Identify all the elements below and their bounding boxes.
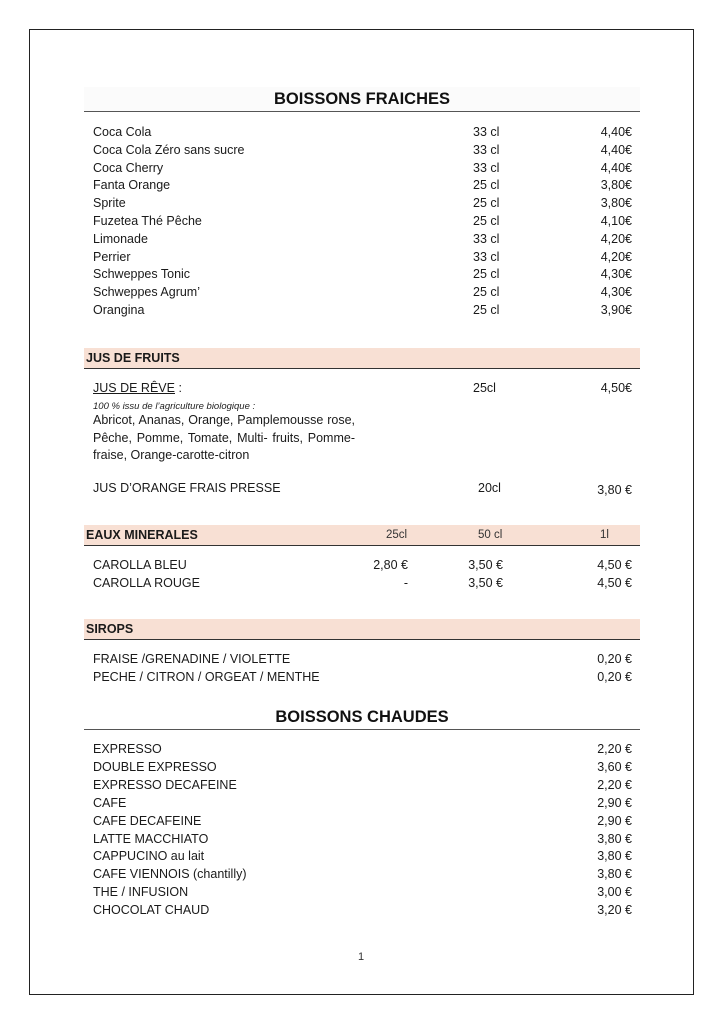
- item-price: 0,20 €: [597, 652, 632, 666]
- item-size: 25 cl: [473, 303, 500, 317]
- item-price: 3,80 €: [597, 483, 632, 497]
- menu-item: [84, 159, 640, 177]
- item-price: 2,20 €: [597, 742, 632, 756]
- column-header-50cl: 50 cl: [478, 529, 503, 541]
- item-price-25cl: 2,80 €: [373, 558, 408, 572]
- section-header-jus-de-fruits: [84, 348, 640, 369]
- item-price: 3,80 €: [597, 849, 632, 864]
- menu-item: [84, 301, 640, 319]
- section-title-boissons-fraiches: BOISSONS FRAICHES: [84, 87, 640, 112]
- item-price: 3,80 €: [597, 831, 632, 846]
- item-name: Fuzetea Thé Pêche: [93, 214, 202, 228]
- item-name: Schweppes Tonic: [93, 267, 191, 282]
- item-name: [93, 379, 182, 397]
- item-price: 2,20 €: [597, 777, 632, 792]
- item-price: 2,90 €: [597, 795, 632, 810]
- item-price: 3,20 €: [597, 903, 632, 918]
- item-name: EXPRESSO DECAFEINE: [93, 777, 237, 792]
- item-price-50cl: 3,50 €: [468, 576, 503, 590]
- item-size: 25 cl: [473, 285, 500, 300]
- menu-item: [84, 847, 640, 865]
- item-price: 4,50€: [600, 381, 632, 395]
- item-name: Coca Cherry: [93, 160, 164, 175]
- item-price: 4,40€: [600, 142, 632, 157]
- item-name-suffix: :: [174, 381, 182, 395]
- menu-item: [84, 212, 640, 230]
- water-item: [84, 574, 640, 592]
- menu-item-jus-de-reve: [84, 379, 640, 397]
- item-name: Orangina: [93, 303, 145, 317]
- item-size: 25 cl: [473, 178, 500, 193]
- page-number: 1: [358, 951, 365, 963]
- item-size: 25 cl: [473, 267, 500, 282]
- section-title-boissons-chaudes: BOISSONS CHAUDES: [84, 705, 640, 730]
- section-header-sirops: [84, 619, 640, 640]
- item-size: 20cl: [478, 481, 501, 495]
- item-size: 25 cl: [473, 214, 500, 228]
- item-size: 33 cl: [473, 125, 500, 139]
- item-price-1l: 4,50 €: [597, 558, 632, 572]
- menu-item: [84, 141, 640, 159]
- item-price-25cl: -: [403, 576, 408, 590]
- item-name: CAROLLA BLEU: [93, 558, 187, 572]
- section-title-sirops: SIROPS: [86, 622, 134, 636]
- item-size: 25 cl: [473, 196, 500, 211]
- item-name: EXPRESSO: [93, 742, 162, 756]
- item-price: 3,80€: [600, 196, 632, 211]
- item-name: THE / INFUSION: [93, 885, 189, 900]
- section-header-eaux-minerales: [84, 525, 640, 546]
- section-title-jus-de-fruits: JUS DE FRUITS: [86, 351, 180, 365]
- item-price: 2,90 €: [597, 813, 632, 828]
- item-name: CAROLLA ROUGE: [93, 576, 200, 590]
- menu-item: [84, 123, 640, 141]
- item-name: JUS D’ORANGE FRAIS PRESSE: [93, 481, 281, 495]
- item-price: 3,00 €: [597, 885, 632, 900]
- item-price: 4,30€: [600, 267, 632, 282]
- item-name: LATTE MACCHIATO: [93, 831, 209, 846]
- item-size: 25cl: [473, 381, 496, 395]
- item-price: 4,20€: [600, 231, 632, 246]
- menu-item: [84, 794, 640, 812]
- item-price-50cl: 3,50 €: [468, 558, 503, 572]
- item-price: 3,60 €: [597, 759, 632, 774]
- menu-item: [84, 248, 640, 266]
- menu-item: [84, 194, 640, 212]
- menu-item: [84, 865, 640, 883]
- item-name: CAFE DECAFEINE: [93, 813, 202, 828]
- sirop-item: [84, 650, 640, 668]
- item-price: 4,10€: [600, 214, 632, 228]
- item-name: CAPPUCINO au lait: [93, 849, 205, 864]
- item-price-1l: 4,50 €: [597, 576, 632, 590]
- item-price: 3,90€: [600, 303, 632, 317]
- column-header-1l: 1l: [600, 529, 609, 541]
- item-price: 4,40€: [600, 125, 632, 139]
- menu-item: [84, 758, 640, 776]
- menu-item: [84, 812, 640, 830]
- item-name: CAFE: [93, 795, 127, 810]
- item-name: Schweppes Agrum’: [93, 285, 201, 300]
- item-price: 3,80 €: [597, 867, 632, 882]
- menu-item: [84, 283, 640, 301]
- menu-item: [84, 883, 640, 901]
- jus-de-reve-flavors: Abricot, Ananas, Orange, Pamplemousse rose, Pêche, Pomme, Tomate, Multi- fruits, Pomme-fraise, Orange-carotte-citron: [93, 413, 355, 462]
- water-item: [84, 556, 640, 574]
- item-size: 33 cl: [473, 160, 500, 175]
- section-title-eaux-minerales: EAUX MINERALES: [86, 528, 198, 542]
- item-price: 3,80€: [600, 178, 632, 193]
- menu-item: [84, 776, 640, 794]
- item-name: Coca Cola Zéro sans sucre: [93, 142, 245, 157]
- item-name: Fanta Orange: [93, 178, 171, 193]
- item-name: FRAISE /GRENADINE / VIOLETTE: [93, 652, 291, 666]
- menu-item: [84, 740, 640, 758]
- item-name: PECHE / CITRON / ORGEAT / MENTHE: [93, 670, 320, 684]
- item-name: Perrier: [93, 249, 131, 264]
- sirop-item: [84, 668, 640, 686]
- item-name-underlined: JUS DE RÊVE: [93, 381, 175, 395]
- item-size: 33 cl: [473, 231, 500, 246]
- menu-item: [84, 901, 640, 919]
- item-name: Coca Cola: [93, 125, 152, 139]
- item-name: Sprite: [93, 196, 126, 211]
- menu-item: [84, 176, 640, 194]
- item-price: 0,20 €: [597, 670, 632, 684]
- menu-item: [84, 830, 640, 848]
- item-size: 33 cl: [473, 249, 500, 264]
- item-price: 4,20€: [600, 249, 632, 264]
- item-size: 33 cl: [473, 142, 500, 157]
- item-name: Limonade: [93, 231, 148, 246]
- item-name: CHOCOLAT CHAUD: [93, 903, 210, 918]
- menu-item: [84, 265, 640, 283]
- item-name: CAFE VIENNOIS (chantilly): [93, 867, 247, 882]
- item-name: DOUBLE EXPRESSO: [93, 759, 217, 774]
- organic-note: 100 % issu de l’agriculture biologique :: [93, 401, 256, 412]
- menu-item: [84, 230, 640, 248]
- item-price: 4,30€: [600, 285, 632, 300]
- column-header-25cl: 25cl: [386, 529, 408, 541]
- item-price: 4,40€: [600, 160, 632, 175]
- menu-item-jus-orange: [84, 479, 640, 497]
